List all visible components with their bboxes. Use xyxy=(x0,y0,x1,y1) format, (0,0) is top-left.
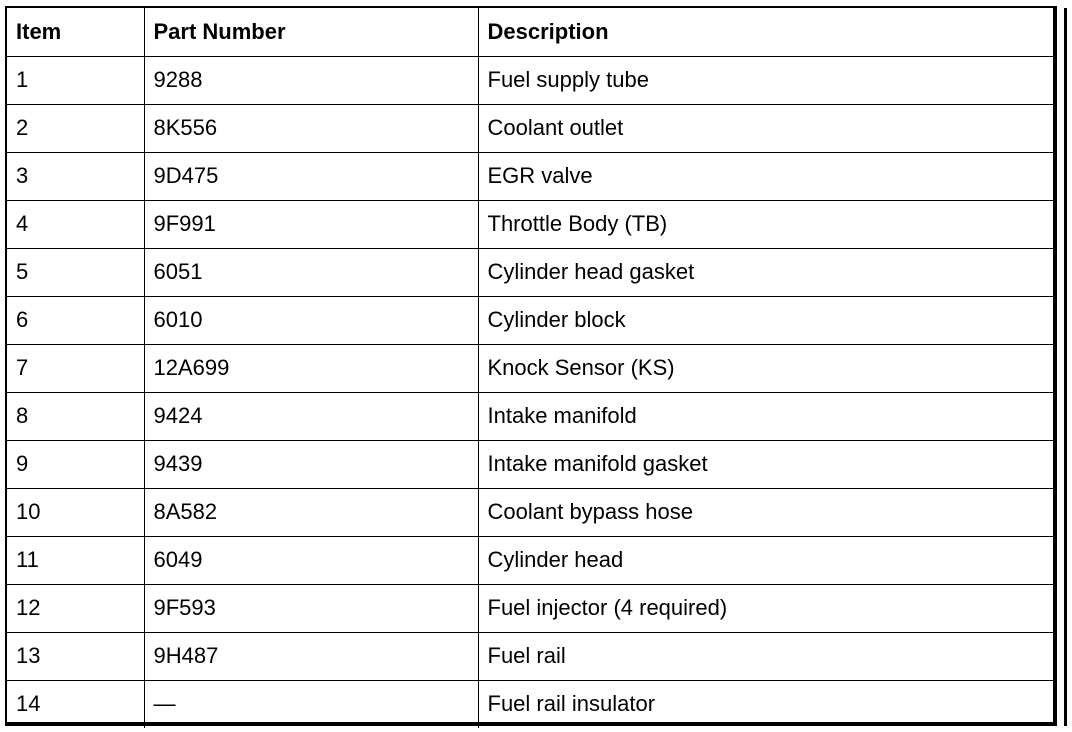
header-part-number: Part Number xyxy=(144,8,478,56)
cell-item: 9 xyxy=(7,440,144,488)
table-row xyxy=(7,488,1053,536)
cell-description: Coolant bypass hose xyxy=(478,488,1053,536)
table-row xyxy=(7,200,1053,248)
table-row xyxy=(7,680,1053,728)
cell-description: Throttle Body (TB) xyxy=(478,200,1053,248)
cell-description: EGR valve xyxy=(478,152,1053,200)
table-row xyxy=(7,632,1053,680)
cell-item: 8 xyxy=(7,392,144,440)
cell-description: Intake manifold xyxy=(478,392,1053,440)
parts-table-frame xyxy=(5,6,1057,726)
header-item: Item xyxy=(7,8,144,56)
table-row xyxy=(7,536,1053,584)
cell-description: Knock Sensor (KS) xyxy=(478,344,1053,392)
cell-part-number: 9F991 xyxy=(144,200,478,248)
cell-item: 6 xyxy=(7,296,144,344)
cell-description: Cylinder head gasket xyxy=(478,248,1053,296)
cell-part-number: 9288 xyxy=(144,56,478,104)
cell-description: Intake manifold gasket xyxy=(478,440,1053,488)
cell-part-number: 9H487 xyxy=(144,632,478,680)
cell-part-number: 9439 xyxy=(144,440,478,488)
table-row xyxy=(7,104,1053,152)
cell-item: 4 xyxy=(7,200,144,248)
cell-part-number: 9F593 xyxy=(144,584,478,632)
cell-part-number: — xyxy=(144,680,478,728)
header-description: Description xyxy=(478,8,1053,56)
cell-description: Coolant outlet xyxy=(478,104,1053,152)
cell-item: 3 xyxy=(7,152,144,200)
cell-description: Fuel rail xyxy=(478,632,1053,680)
cell-item: 5 xyxy=(7,248,144,296)
cell-description: Cylinder block xyxy=(478,296,1053,344)
table-header-row xyxy=(7,8,1053,56)
table-row xyxy=(7,248,1053,296)
cell-part-number: 9D475 xyxy=(144,152,478,200)
parts-table xyxy=(7,8,1053,728)
table-body xyxy=(7,56,1053,728)
table-row xyxy=(7,392,1053,440)
table-row xyxy=(7,152,1053,200)
cell-item: 12 xyxy=(7,584,144,632)
table-row xyxy=(7,56,1053,104)
cell-part-number: 9424 xyxy=(144,392,478,440)
cell-item: 10 xyxy=(7,488,144,536)
cell-description: Fuel injector (4 required) xyxy=(478,584,1053,632)
cell-item: 13 xyxy=(7,632,144,680)
cell-part-number: 6051 xyxy=(144,248,478,296)
table-row xyxy=(7,344,1053,392)
cell-part-number: 6010 xyxy=(144,296,478,344)
right-edge-line xyxy=(1064,8,1067,726)
cell-item: 14 xyxy=(7,680,144,728)
cell-part-number: 6049 xyxy=(144,536,478,584)
cell-description: Fuel rail insulator xyxy=(478,680,1053,728)
cell-part-number: 8K556 xyxy=(144,104,478,152)
cell-description: Cylinder head xyxy=(478,536,1053,584)
table-row xyxy=(7,296,1053,344)
cell-part-number: 8A582 xyxy=(144,488,478,536)
table-row xyxy=(7,440,1053,488)
cell-item: 2 xyxy=(7,104,144,152)
cell-item: 1 xyxy=(7,56,144,104)
cell-part-number: 12A699 xyxy=(144,344,478,392)
cell-item: 7 xyxy=(7,344,144,392)
cell-description: Fuel supply tube xyxy=(478,56,1053,104)
table-row xyxy=(7,584,1053,632)
cell-item: 11 xyxy=(7,536,144,584)
